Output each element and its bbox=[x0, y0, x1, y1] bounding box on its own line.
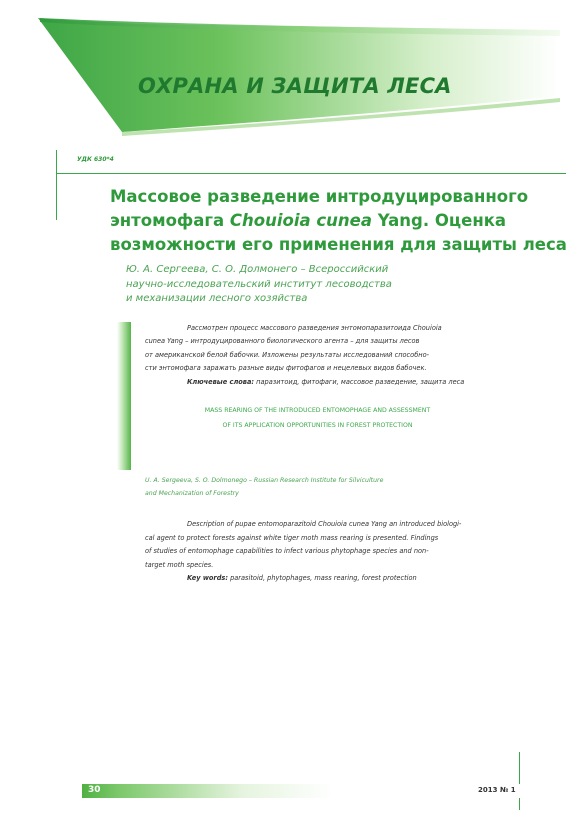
abstract-ru-line: от американской белой бабочки. Изложены результаты исследований способно- bbox=[145, 350, 429, 359]
abstract-en-line: Description of pupae entomoparazitoid Chouioia cunea Yang an introduced biologi- bbox=[187, 520, 462, 528]
divider-vertical-bottom bbox=[519, 752, 520, 810]
title-en-line: MASS REARING OF THE INTRODUCED ENTOMOPHAGE AND ASSESSMENT bbox=[204, 407, 431, 414]
divider-horizontal bbox=[56, 173, 566, 174]
title-en-line: OF ITS APPLICATION OPPORTUNITIES IN FOREST PROTECTION bbox=[222, 422, 413, 429]
keywords-en-text: parasitoid, phytophages, mass rearing, forest protection bbox=[227, 574, 417, 583]
title-line-3: возможности его применения для защиты леса bbox=[110, 235, 567, 254]
abstract-ru-line: сти энтомофага заражать разные виды фитофагов и нецелевых видов бабочек. bbox=[145, 364, 427, 373]
authors-en-line: U. A. Sergeeva, S. O. Dolmonego – Russian Research Institute for Silviculture bbox=[145, 477, 384, 484]
article-title bbox=[110, 185, 567, 257]
authors-ru bbox=[126, 263, 456, 307]
page-number: 30 bbox=[88, 785, 101, 795]
authors-ru-line: и механизации лесного хозяйства bbox=[126, 293, 308, 304]
authors-en bbox=[145, 474, 490, 500]
abstract-en-line: target moth species. bbox=[145, 560, 214, 569]
divider-vertical bbox=[56, 150, 57, 220]
keywords-ru-label: Ключевые слова: bbox=[187, 377, 255, 386]
footer-bar bbox=[82, 784, 540, 798]
keywords-ru bbox=[145, 376, 490, 389]
title-line-2 bbox=[110, 209, 550, 233]
title-en bbox=[145, 403, 490, 433]
abstract-en-line: of studies of entomophage capabilities to infect various phytophage species and non- bbox=[145, 547, 429, 556]
title-species: Chouioia cunea bbox=[229, 211, 372, 230]
title-line-1: Массовое разведение интродуцированного bbox=[110, 187, 529, 206]
keywords-en bbox=[145, 572, 490, 586]
title-line-2-end: Yang. Оценка bbox=[372, 211, 507, 230]
abstract-en-line: cal agent to protect forests against white tiger moth mass rearing is presented. Findings bbox=[145, 533, 439, 542]
authors-en-line: and Mechanization of Forestry bbox=[145, 490, 239, 497]
section-banner bbox=[0, 0, 580, 140]
abstract-en bbox=[145, 518, 490, 586]
udk-code: УДК 630*4 bbox=[77, 156, 114, 163]
authors-ru-line: Ю. А. Сергеева, С. О. Долмонего – Всероссийский bbox=[126, 264, 389, 275]
keywords-en-label: Key words: bbox=[187, 574, 228, 583]
abstract-ru bbox=[145, 322, 490, 389]
abstract-ru-line: Рассмотрен процесс массового разведения энтомопаразитоида Chouioia bbox=[187, 324, 442, 332]
decorative-green-bar bbox=[117, 322, 131, 470]
section-title: ОХРАНА И ЗАЩИТА ЛЕСА bbox=[138, 74, 452, 98]
authors-ru-line: научно-исследовательский институт лесоводства bbox=[126, 278, 392, 290]
keywords-ru-text: паразитоид, фитофаги, массовое разведение, защита леса bbox=[254, 377, 465, 386]
title-line-2-start: энтомофага bbox=[110, 211, 230, 230]
abstract-ru-line: cunea Yang – интродуцированного биологического агента – для защиты лесов bbox=[145, 337, 420, 346]
issue-label: 2013 № 1 bbox=[478, 786, 516, 794]
banner-shape bbox=[0, 0, 580, 140]
